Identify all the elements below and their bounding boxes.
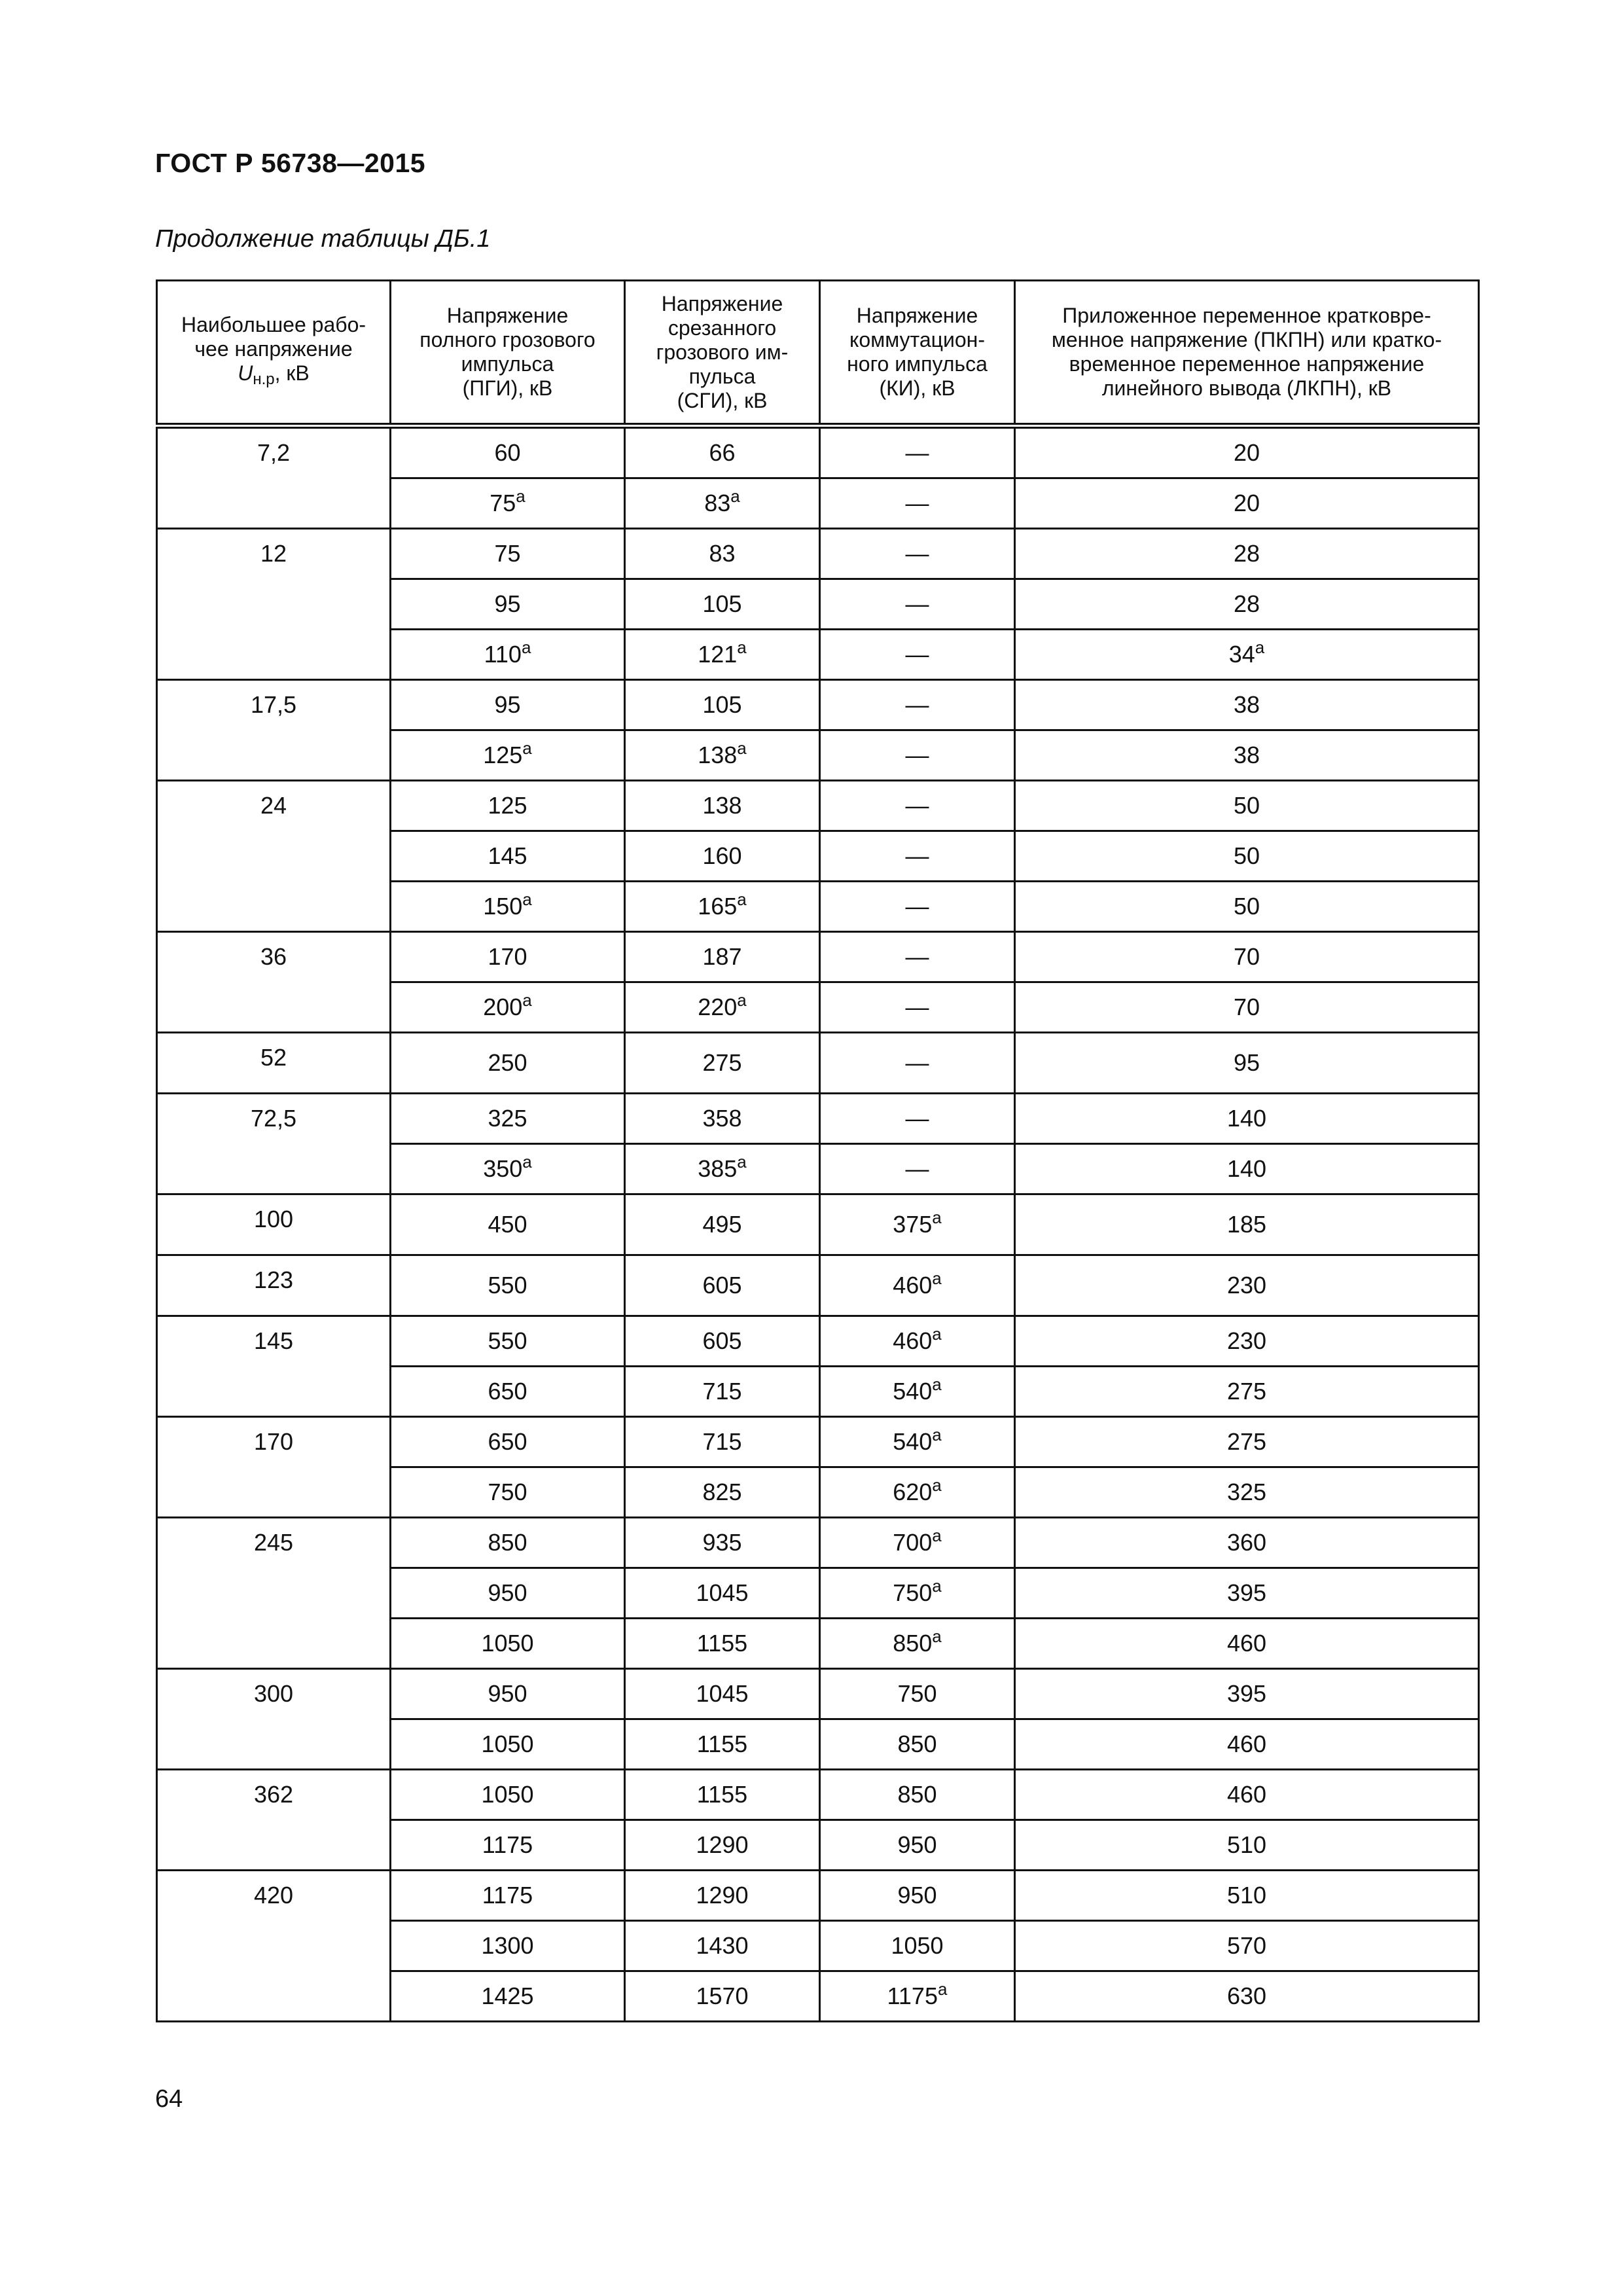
- table-cell: 1175: [391, 1871, 625, 1921]
- table-cell: —: [820, 579, 1015, 630]
- footnote-mark: a: [522, 738, 532, 758]
- footnote-mark: a: [1255, 637, 1265, 657]
- column-header-line: Наибольшее рабо-: [181, 313, 366, 336]
- table-cell: 1175: [391, 1820, 625, 1871]
- table-cell: 850$^a$: [820, 1619, 1015, 1669]
- table-cell: 95: [391, 579, 625, 630]
- table-cell: 715: [625, 1417, 820, 1467]
- table-row: [157, 1871, 1479, 1921]
- table-cell: 275: [1015, 1367, 1479, 1417]
- table-cell: —: [820, 730, 1015, 781]
- table-cell: 750: [391, 1467, 625, 1518]
- page-number: 64: [155, 2085, 183, 2113]
- table-cell: —: [820, 982, 1015, 1033]
- table-cell: 460: [1015, 1770, 1479, 1820]
- column-header-line: линейного вывода (ЛКПН), кВ: [1101, 376, 1392, 400]
- column-header-line: чее напряжение: [194, 337, 353, 361]
- table-cell: 350$^a$: [391, 1144, 625, 1194]
- max-operating-voltage-cell: 300: [157, 1669, 391, 1770]
- table-cell: 950: [391, 1669, 625, 1719]
- table-cell: 950: [820, 1871, 1015, 1921]
- table-cell: 1175$^a$: [820, 1971, 1015, 2022]
- table-cell: 1155: [625, 1770, 820, 1820]
- column-header-line: полного грозового: [419, 328, 596, 351]
- table-cell: 75$^a$: [391, 478, 625, 529]
- table-cell: 20: [1015, 426, 1479, 478]
- table-cell: 140: [1015, 1144, 1479, 1194]
- table-cell: —: [820, 781, 1015, 831]
- table-caption: Продолжение таблицы ДБ.1: [155, 225, 491, 253]
- table-row: [157, 1033, 1479, 1094]
- table-cell: 358: [625, 1094, 820, 1144]
- table-cell: 83$^a$: [625, 478, 820, 529]
- table-cell: 360: [1015, 1518, 1479, 1568]
- document-title: ГОСТ Р 56738—2015: [155, 148, 426, 178]
- table-cell: 66: [625, 426, 820, 478]
- table-cell: 570: [1015, 1921, 1479, 1971]
- table-cell: 1290: [625, 1871, 820, 1921]
- table-cell: 1430: [625, 1921, 820, 1971]
- table-cell: 700$^a$: [820, 1518, 1015, 1568]
- column-header-line: Напряжение: [856, 304, 978, 327]
- table-cell: 750$^a$: [820, 1568, 1015, 1619]
- table-cell: —: [820, 426, 1015, 478]
- table-cell: 1300: [391, 1921, 625, 1971]
- table-cell: 1050: [391, 1770, 625, 1820]
- footnote-mark: a: [730, 486, 740, 506]
- table-cell: 145: [391, 831, 625, 882]
- max-operating-voltage-cell: 52: [157, 1033, 391, 1094]
- table-cell: 510: [1015, 1820, 1479, 1871]
- table-cell: 1045: [625, 1568, 820, 1619]
- table-cell: 460$^a$: [820, 1316, 1015, 1367]
- table-cell: 83: [625, 529, 820, 579]
- column-header-line: ного импульса: [847, 352, 988, 376]
- table-cell: 230: [1015, 1316, 1479, 1367]
- column-header-line: (ПГИ), кВ: [462, 376, 553, 400]
- table-cell: 715: [625, 1367, 820, 1417]
- table-cell: 650: [391, 1417, 625, 1467]
- footnote-mark: a: [737, 990, 747, 1010]
- voltage-symbol: U: [238, 361, 253, 385]
- table-cell: 170: [391, 932, 625, 982]
- table-row: [157, 1194, 1479, 1255]
- table-cell: —: [820, 932, 1015, 982]
- table-cell: 200$^a$: [391, 982, 625, 1033]
- max-operating-voltage-cell: 7,2: [157, 426, 391, 529]
- table-cell: 325: [1015, 1467, 1479, 1518]
- max-operating-voltage-cell: 123: [157, 1255, 391, 1316]
- table-cell: 395: [1015, 1669, 1479, 1719]
- table-cell: 460: [1015, 1619, 1479, 1669]
- table-cell: 850: [391, 1518, 625, 1568]
- table-cell: 187: [625, 932, 820, 982]
- column-header-1: [157, 281, 391, 426]
- table-cell: —: [820, 1033, 1015, 1094]
- footnote-mark: a: [937, 1979, 948, 1999]
- table-cell: 1050: [391, 1619, 625, 1669]
- table-cell: 140: [1015, 1094, 1479, 1144]
- table-cell: 540$^a$: [820, 1417, 1015, 1467]
- table-cell: 75: [391, 529, 625, 579]
- column-header-line: импульса: [461, 352, 554, 376]
- column-header-line: (СГИ), кВ: [677, 388, 768, 412]
- table-row: [157, 1094, 1479, 1144]
- table-cell: 28: [1015, 529, 1479, 579]
- table-cell: 460$^a$: [820, 1255, 1015, 1316]
- footnote-mark: a: [932, 1626, 942, 1646]
- table-cell: 630: [1015, 1971, 1479, 2022]
- table-cell: —: [820, 478, 1015, 529]
- voltage-table: [156, 279, 1480, 2022]
- table-row: [157, 781, 1479, 831]
- table-header: [157, 281, 1479, 426]
- table-cell: 95: [1015, 1033, 1479, 1094]
- table-cell: 250: [391, 1033, 625, 1094]
- column-header-line: срезанного: [668, 315, 777, 340]
- max-operating-voltage-cell: 145: [157, 1316, 391, 1417]
- footnote-mark: a: [521, 637, 531, 657]
- voltage-symbol-subscript: н.р: [253, 370, 275, 388]
- table-row: [157, 680, 1479, 730]
- table-cell: —: [820, 882, 1015, 932]
- footnote-mark: a: [522, 889, 532, 909]
- table-cell: 375$^a$: [820, 1194, 1015, 1255]
- table-cell: 121$^a$: [625, 630, 820, 680]
- table-cell: 1570: [625, 1971, 820, 2022]
- footnote-mark: a: [932, 1268, 942, 1288]
- table-cell: 138: [625, 781, 820, 831]
- table-cell: 275: [1015, 1417, 1479, 1467]
- column-header-line: Напряжение: [661, 291, 783, 315]
- table-cell: 650: [391, 1367, 625, 1417]
- max-operating-voltage-cell: 170: [157, 1417, 391, 1518]
- table-cell: 550: [391, 1316, 625, 1367]
- table-cell: 1155: [625, 1719, 820, 1770]
- table-cell: —: [820, 831, 1015, 882]
- table-cell: 935: [625, 1518, 820, 1568]
- table-cell: 850: [820, 1770, 1015, 1820]
- max-operating-voltage-cell: 420: [157, 1871, 391, 2022]
- max-operating-voltage-cell: 72,5: [157, 1094, 391, 1194]
- column-header-line: Приложенное переменное кратковре-: [1062, 304, 1431, 327]
- table-row: [157, 1770, 1479, 1820]
- table-cell: 620$^a$: [820, 1467, 1015, 1518]
- footnote-mark: a: [522, 990, 532, 1010]
- table-cell: 950: [391, 1568, 625, 1619]
- table-cell: 1425: [391, 1971, 625, 2022]
- table-cell: 1155: [625, 1619, 820, 1669]
- table-cell: —: [820, 1144, 1015, 1194]
- footnote-mark: a: [932, 1324, 942, 1344]
- column-header-2: [391, 281, 625, 426]
- table-cell: 220$^a$: [625, 982, 820, 1033]
- table-cell: 38: [1015, 730, 1479, 781]
- footnote-mark: a: [522, 1152, 532, 1172]
- table-cell: —: [820, 680, 1015, 730]
- table-row: [157, 1417, 1479, 1467]
- table-cell: 20: [1015, 478, 1479, 529]
- table-cell: 395: [1015, 1568, 1479, 1619]
- table-cell: 385$^a$: [625, 1144, 820, 1194]
- column-header-line: грозового им-: [656, 340, 789, 364]
- table-cell: 28: [1015, 579, 1479, 630]
- table-cell: 605: [625, 1316, 820, 1367]
- footnote-mark: a: [932, 1425, 942, 1444]
- max-operating-voltage-cell: 100: [157, 1194, 391, 1255]
- table-cell: 125: [391, 781, 625, 831]
- table-cell: 150$^a$: [391, 882, 625, 932]
- column-header-line: Напряжение: [446, 304, 569, 327]
- table-cell: 460: [1015, 1719, 1479, 1770]
- max-operating-voltage-cell: 24: [157, 781, 391, 932]
- table-row: [157, 932, 1479, 982]
- table-cell: 325: [391, 1094, 625, 1144]
- table-cell: 50: [1015, 882, 1479, 932]
- table-cell: 275: [625, 1033, 820, 1094]
- table-cell: —: [820, 529, 1015, 579]
- column-header-line: коммутацион-: [849, 328, 985, 351]
- column-header-line: менное напряжение (ПКПН) или кратко-: [1051, 328, 1442, 351]
- table-cell: 750: [820, 1669, 1015, 1719]
- footnote-mark: a: [932, 1526, 942, 1545]
- table-cell: 540$^a$: [820, 1367, 1015, 1417]
- table-cell: 185: [1015, 1194, 1479, 1255]
- table-cell: —: [820, 630, 1015, 680]
- table-cell: 1050: [391, 1719, 625, 1770]
- table-body: [157, 426, 1479, 2022]
- column-header-5: [1015, 281, 1479, 426]
- table-cell: 138$^a$: [625, 730, 820, 781]
- column-header-line: временное переменное напряжение: [1069, 352, 1425, 376]
- table-cell: 105: [625, 680, 820, 730]
- table-cell: 38: [1015, 680, 1479, 730]
- table-cell: —: [820, 1094, 1015, 1144]
- table-cell: 50: [1015, 781, 1479, 831]
- max-operating-voltage-cell: 362: [157, 1770, 391, 1871]
- table-cell: 850: [820, 1719, 1015, 1770]
- table-cell: 450: [391, 1194, 625, 1255]
- table-cell: 110$^a$: [391, 630, 625, 680]
- table-cell: 70: [1015, 932, 1479, 982]
- footnote-mark: a: [737, 738, 747, 758]
- table-row: [157, 426, 1479, 478]
- footnote-mark: a: [737, 889, 747, 909]
- table-cell: 510: [1015, 1871, 1479, 1921]
- table-cell: 1050: [820, 1921, 1015, 1971]
- column-header-line: (КИ), кВ: [879, 376, 955, 400]
- max-operating-voltage-cell: 17,5: [157, 680, 391, 781]
- table-row: [157, 1518, 1479, 1568]
- table-cell: 1290: [625, 1820, 820, 1871]
- table-cell: 160: [625, 831, 820, 882]
- table-cell: 605: [625, 1255, 820, 1316]
- table-cell: 125$^a$: [391, 730, 625, 781]
- table-cell: 495: [625, 1194, 820, 1255]
- table-cell: 165$^a$: [625, 882, 820, 932]
- table-cell: 1045: [625, 1669, 820, 1719]
- max-operating-voltage-cell: 36: [157, 932, 391, 1033]
- table-row: [157, 1669, 1479, 1719]
- table-cell: 825: [625, 1467, 820, 1518]
- footnote-mark: a: [932, 1208, 942, 1227]
- unit-label: , кВ: [274, 361, 310, 385]
- table-cell: 60: [391, 426, 625, 478]
- table-row: [157, 1316, 1479, 1367]
- table-cell: 105: [625, 579, 820, 630]
- column-header-symbol-line: [167, 361, 380, 391]
- table-row: [157, 529, 1479, 579]
- footnote-mark: a: [516, 486, 526, 506]
- table-cell: 34$^a$: [1015, 630, 1479, 680]
- table-cell: 950: [820, 1820, 1015, 1871]
- table-cell: 230: [1015, 1255, 1479, 1316]
- column-header-line: пульса: [688, 364, 756, 388]
- table-cell: 50: [1015, 831, 1479, 882]
- column-header-3: [625, 281, 820, 426]
- footnote-mark: a: [737, 637, 747, 657]
- table-cell: 70: [1015, 982, 1479, 1033]
- max-operating-voltage-cell: 245: [157, 1518, 391, 1669]
- footnote-mark: a: [737, 1152, 747, 1172]
- table-cell: 95: [391, 680, 625, 730]
- footnote-mark: a: [932, 1374, 942, 1394]
- table-row: [157, 1255, 1479, 1316]
- column-header-4: [820, 281, 1015, 426]
- table-cell: 550: [391, 1255, 625, 1316]
- footnote-mark: a: [932, 1475, 942, 1495]
- max-operating-voltage-cell: 12: [157, 529, 391, 680]
- footnote-mark: a: [932, 1576, 942, 1596]
